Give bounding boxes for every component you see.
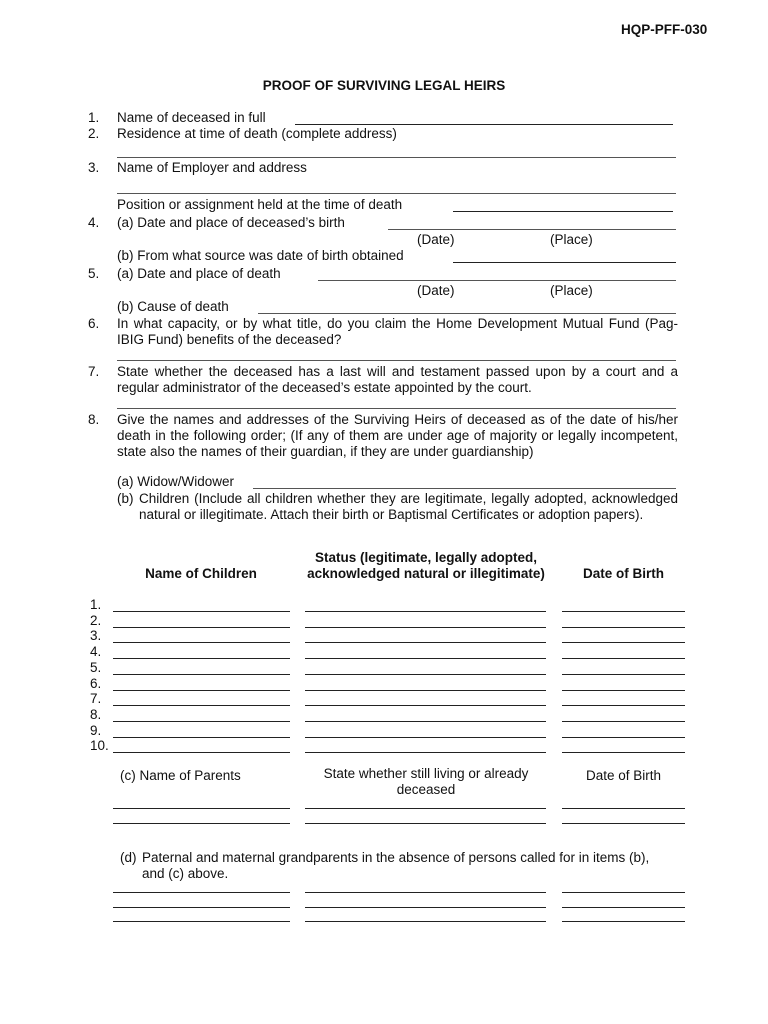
- child-name-field[interactable]: [113, 627, 290, 628]
- child-status-field[interactable]: [305, 611, 546, 612]
- employer-label: Name of Employer and address: [117, 160, 307, 175]
- child-birth-field[interactable]: [562, 642, 685, 643]
- capacity-question: In what capacity, or by what title, do you claim the Home Development Mutual Fund (Pag-IBIG Fund) benefits of the deceased?: [117, 316, 678, 347]
- grandparent-status-field[interactable]: [305, 907, 546, 908]
- birth-source-label: (b) From what source was date of birth obtained: [117, 248, 404, 263]
- child-row-number: 9.: [90, 722, 102, 738]
- death-date-place-field[interactable]: [318, 280, 676, 281]
- child-birth-field[interactable]: [562, 674, 685, 675]
- death-date-place-label: (a) Date and place of death: [117, 266, 281, 281]
- child-row-number: 4.: [90, 644, 102, 660]
- grandparent-status-field[interactable]: [305, 921, 546, 922]
- item-number: 6.: [88, 316, 100, 331]
- child-birth-field[interactable]: [562, 705, 685, 706]
- grandparent-birth-field[interactable]: [562, 907, 685, 908]
- grandparent-name-field[interactable]: [113, 892, 290, 893]
- child-row-number: 1.: [90, 597, 102, 612]
- child-birth-field[interactable]: [562, 721, 685, 722]
- residence-label: Residence at time of death (complete address): [117, 126, 397, 141]
- parent-name-field[interactable]: [113, 823, 290, 824]
- child-status-field[interactable]: [305, 658, 546, 659]
- grandparents-instructions: [142, 850, 662, 882]
- parent-status-field[interactable]: [305, 823, 546, 824]
- grandparents-mark: (d): [120, 850, 137, 865]
- child-birth-field[interactable]: [562, 752, 685, 753]
- child-name-field[interactable]: [113, 658, 290, 659]
- cause-of-death-field[interactable]: [258, 313, 676, 314]
- column-header-name: Name of Children: [145, 566, 257, 581]
- child-birth-field[interactable]: [562, 658, 685, 659]
- column-header-status: Status (legitimate, legally adopted, acknowledged natural or illegitimate): [307, 550, 545, 581]
- child-status-field[interactable]: [305, 737, 546, 738]
- child-name-field[interactable]: [113, 721, 290, 722]
- parents-label: (c) Name of Parents: [120, 768, 241, 783]
- child-status-field[interactable]: [305, 721, 546, 722]
- child-name-field[interactable]: [113, 642, 290, 643]
- place-caption: (Place): [550, 232, 593, 247]
- form-title: PROOF OF SURVIVING LEGAL HEIRS: [262, 78, 506, 93]
- child-name-field[interactable]: [113, 674, 290, 675]
- parents-status-header: State whether still living or already deceased: [323, 766, 529, 797]
- child-status-field[interactable]: [305, 627, 546, 628]
- child-status-field[interactable]: [305, 674, 546, 675]
- child-name-field[interactable]: [113, 752, 290, 753]
- child-status-field[interactable]: [305, 752, 546, 753]
- child-row-number: 5.: [90, 659, 102, 675]
- child-name-field[interactable]: [113, 737, 290, 738]
- item-number: 8.: [88, 412, 100, 427]
- deceased-name-label: Name of deceased in full: [117, 110, 266, 125]
- grandparent-birth-field[interactable]: [562, 921, 685, 922]
- child-birth-field[interactable]: [562, 611, 685, 612]
- will-field[interactable]: [117, 408, 676, 409]
- grandparents-text: Paternal and maternal grandparents in the absence of persons called for in items (b), and (c) above.: [142, 850, 650, 881]
- item-number: 5.: [88, 266, 100, 281]
- children-mark: (b): [117, 491, 134, 506]
- child-name-field[interactable]: [113, 611, 290, 612]
- residence-field[interactable]: [117, 157, 676, 158]
- birth-source-field[interactable]: [453, 262, 676, 263]
- child-status-field[interactable]: [305, 642, 546, 643]
- employer-field[interactable]: [117, 193, 676, 194]
- child-row-number: 6.: [90, 675, 102, 691]
- grandparent-status-field[interactable]: [305, 892, 546, 893]
- child-name-field[interactable]: [113, 705, 290, 706]
- grandparent-birth-field[interactable]: [562, 892, 685, 893]
- column-header-birth: Date of Birth: [583, 566, 664, 581]
- parent-status-field[interactable]: [305, 808, 546, 809]
- form-code: HQP-PFF-030: [621, 22, 708, 37]
- child-row-number: 7.: [90, 691, 102, 707]
- child-birth-field[interactable]: [562, 627, 685, 628]
- child-status-field[interactable]: [305, 705, 546, 706]
- birth-date-place-field[interactable]: [388, 229, 676, 230]
- item-number: 2.: [88, 126, 100, 141]
- widow-field[interactable]: [253, 488, 676, 489]
- date-caption: (Date): [417, 232, 455, 247]
- child-row-number: 3.: [90, 628, 102, 644]
- parent-birth-field[interactable]: [562, 808, 685, 809]
- capacity-field[interactable]: [117, 360, 676, 361]
- birth-date-place-label: (a) Date and place of deceased’s birth: [117, 215, 345, 230]
- children-instructions: Children (Include all children whether they are legitimate, legally adopted, acknowledged natural or illegitimate. Attach their birth or Baptismal Certificates or adoption papers).: [139, 491, 678, 522]
- grandparent-name-field[interactable]: [113, 921, 290, 922]
- child-birth-field[interactable]: [562, 737, 685, 738]
- will-question: State whether the deceased has a last will and testament passed upon by a court and a regular administrator of the deceased’s estate appointed by the court.: [117, 364, 678, 395]
- child-row-number: 8.: [90, 706, 102, 722]
- item-number: 7.: [88, 364, 100, 379]
- item-number: 4.: [88, 215, 100, 230]
- date-caption: (Date): [417, 283, 455, 298]
- child-row-number: 2.: [90, 612, 102, 628]
- item-number: 3.: [88, 160, 100, 175]
- item-number: 1.: [88, 110, 100, 125]
- child-birth-field[interactable]: [562, 690, 685, 691]
- widow-label: (a) Widow/Widower: [117, 474, 235, 489]
- heirs-instructions: Give the names and addresses of the Surviving Heirs of deceased as of the date of his/her death in the following order; (If any of them are under age of majority or legally incompetent, state also the names of their guardian, if they are under guardianship): [117, 412, 678, 459]
- deceased-name-field[interactable]: [295, 124, 673, 125]
- grandparent-name-field[interactable]: [113, 907, 290, 908]
- position-field[interactable]: [453, 211, 673, 212]
- cause-of-death-label: (b) Cause of death: [117, 299, 229, 314]
- parents-birth-header: Date of Birth: [585, 768, 662, 783]
- child-row-number: 10.: [90, 738, 109, 754]
- parent-birth-field[interactable]: [562, 823, 685, 824]
- child-status-field[interactable]: [305, 690, 546, 691]
- child-name-field[interactable]: [113, 690, 290, 691]
- position-label: Position or assignment held at the time of death: [117, 197, 403, 212]
- parent-name-field[interactable]: [113, 808, 290, 809]
- place-caption: (Place): [550, 283, 593, 298]
